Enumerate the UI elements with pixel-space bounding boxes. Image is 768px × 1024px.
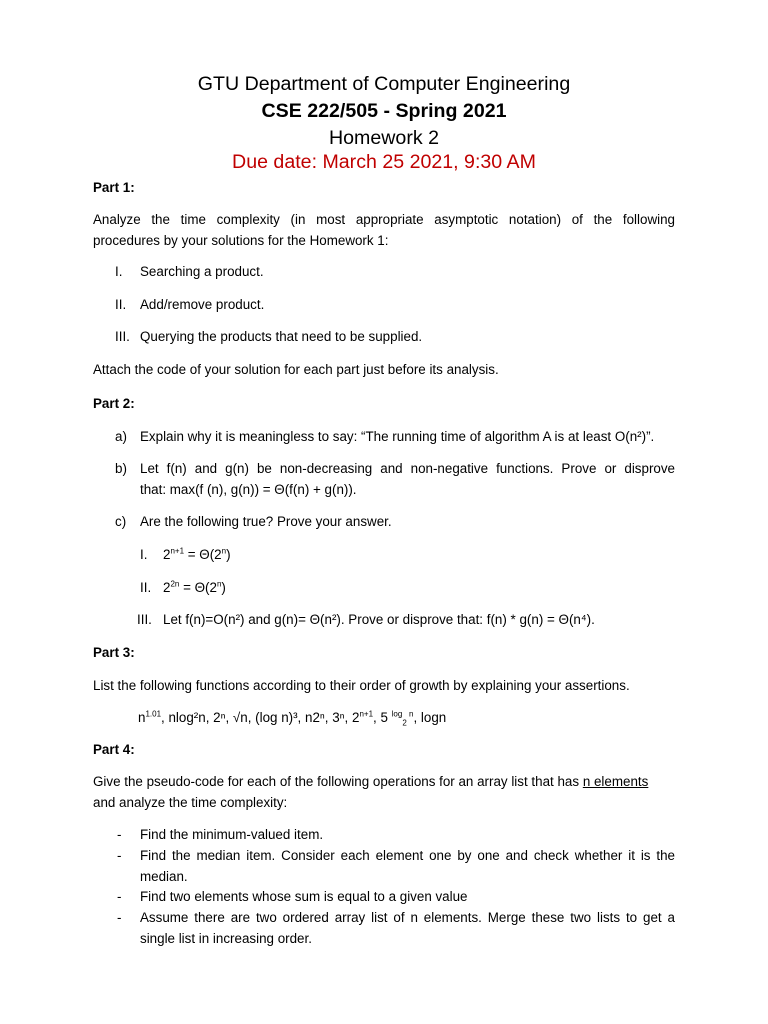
formula-sup: 1.01	[145, 709, 162, 719]
item-label: III.	[115, 329, 130, 344]
formula-sup: 2n	[170, 579, 180, 589]
part2-a-text: Explain why it is meaningless to say: “The running time of algorithm A is at least O(n²)”.	[140, 429, 655, 444]
part1-intro-line2: procedures by your solutions for the Homework 1:	[93, 233, 389, 248]
formula-sup: n	[406, 709, 414, 719]
part3-function-list	[138, 707, 446, 728]
intro-text: Give the pseudo-code for each of the following operations for an array list that has	[93, 774, 580, 789]
part3-title: Part 3:	[93, 645, 135, 660]
part2-b-label: b)	[115, 461, 127, 476]
due-date: Due date: March 25 2021, 9:30 AM	[232, 151, 536, 173]
part2-c1-label: I.	[140, 547, 148, 562]
formula-part: 2	[163, 547, 171, 562]
bullet-text: Find the median item. Consider each element one by one and check whether it is the	[140, 848, 675, 863]
part2-b-line1: Let f(n) and g(n) be non-decreasing and non-negative functions. Prove or disprove	[140, 461, 675, 476]
part1-item-text: Querying the products that need to be supplied.	[140, 329, 423, 344]
bullet-text: Assume there are two ordered array list of n elements. Merge these two lists to get a	[140, 910, 675, 925]
formula-part: )	[226, 547, 231, 562]
part1-item-text: Add/remove product.	[140, 297, 265, 312]
formula-part: , 5	[373, 710, 392, 725]
formula-sub: 2	[402, 718, 407, 728]
part2-c-text: Are the following true? Prove your answer.	[140, 514, 392, 529]
part2-c-label: c)	[115, 514, 127, 529]
bullet-dash: -	[117, 910, 122, 925]
bullet-dash: -	[117, 827, 122, 842]
part2-c2-label: II.	[140, 580, 152, 595]
item-label: II.	[115, 297, 127, 312]
bullet-dash: -	[117, 848, 122, 863]
homework-title: Homework 2	[329, 127, 439, 149]
formula-part: )	[221, 580, 226, 595]
bullet-text: median.	[140, 869, 188, 884]
part1-intro-line1: Analyze the time complexity (in most appropriate asymptotic notation) of the following	[93, 212, 675, 227]
bullet-text: single list in increasing order.	[140, 931, 312, 946]
formula-part: = Θ(2	[184, 547, 222, 562]
part2-c2-formula	[163, 577, 226, 598]
formula-part: , nlog²n, 2ⁿ, √n, (log n)³, n2ⁿ, 3ⁿ, 2	[161, 710, 360, 725]
department-title: GTU Department of Computer Engineering	[197, 73, 571, 95]
formula-part: 2	[163, 580, 171, 595]
formula-sup: log	[391, 709, 403, 719]
underlined-text: n elements	[582, 774, 649, 789]
formula-sup: n	[221, 546, 227, 556]
part1-attach-note: Attach the code of your solution for each part just before its analysis.	[93, 362, 499, 377]
part1-item	[115, 261, 122, 282]
formula-part: = Θ(2	[179, 580, 217, 595]
part1-item	[115, 294, 126, 315]
formula-part: , logn	[413, 710, 447, 725]
part4-title: Part 4:	[93, 742, 135, 757]
part2-b-line2: that: max(f (n), g(n)) = Θ(f(n) + g(n)).	[140, 482, 357, 497]
part2-c3-label: III.	[137, 612, 152, 627]
part1-item-text: Searching a product.	[140, 264, 264, 279]
bullet-dash: -	[117, 889, 122, 904]
formula-part: n	[138, 710, 146, 725]
part4-intro-line1	[93, 771, 675, 792]
part1-title: Part 1:	[93, 180, 135, 195]
course-title: CSE 222/505 - Spring 2021	[261, 100, 507, 122]
bullet-text: Find the minimum-valued item.	[140, 827, 324, 842]
formula-sup: n+1	[170, 546, 185, 556]
part3-intro: List the following functions according to their order of growth by explaining your assertions.	[93, 678, 630, 693]
part2-a-label: a)	[115, 429, 127, 444]
bullet-text: Find two elements whose sum is equal to a given value	[140, 889, 468, 904]
part2-c3-text: Let f(n)=O(n²) and g(n)= Θ(n²). Prove or disprove that: f(n) * g(n) = Θ(n⁴).	[163, 612, 595, 627]
part1-item	[115, 326, 130, 347]
formula-sup: n+1	[359, 709, 374, 719]
formula-sup: n	[216, 579, 222, 589]
item-label: I.	[115, 264, 123, 279]
part2-c1-formula	[163, 544, 231, 565]
part2-title: Part 2:	[93, 396, 135, 411]
part4-intro-line2: and analyze the time complexity:	[93, 795, 288, 810]
